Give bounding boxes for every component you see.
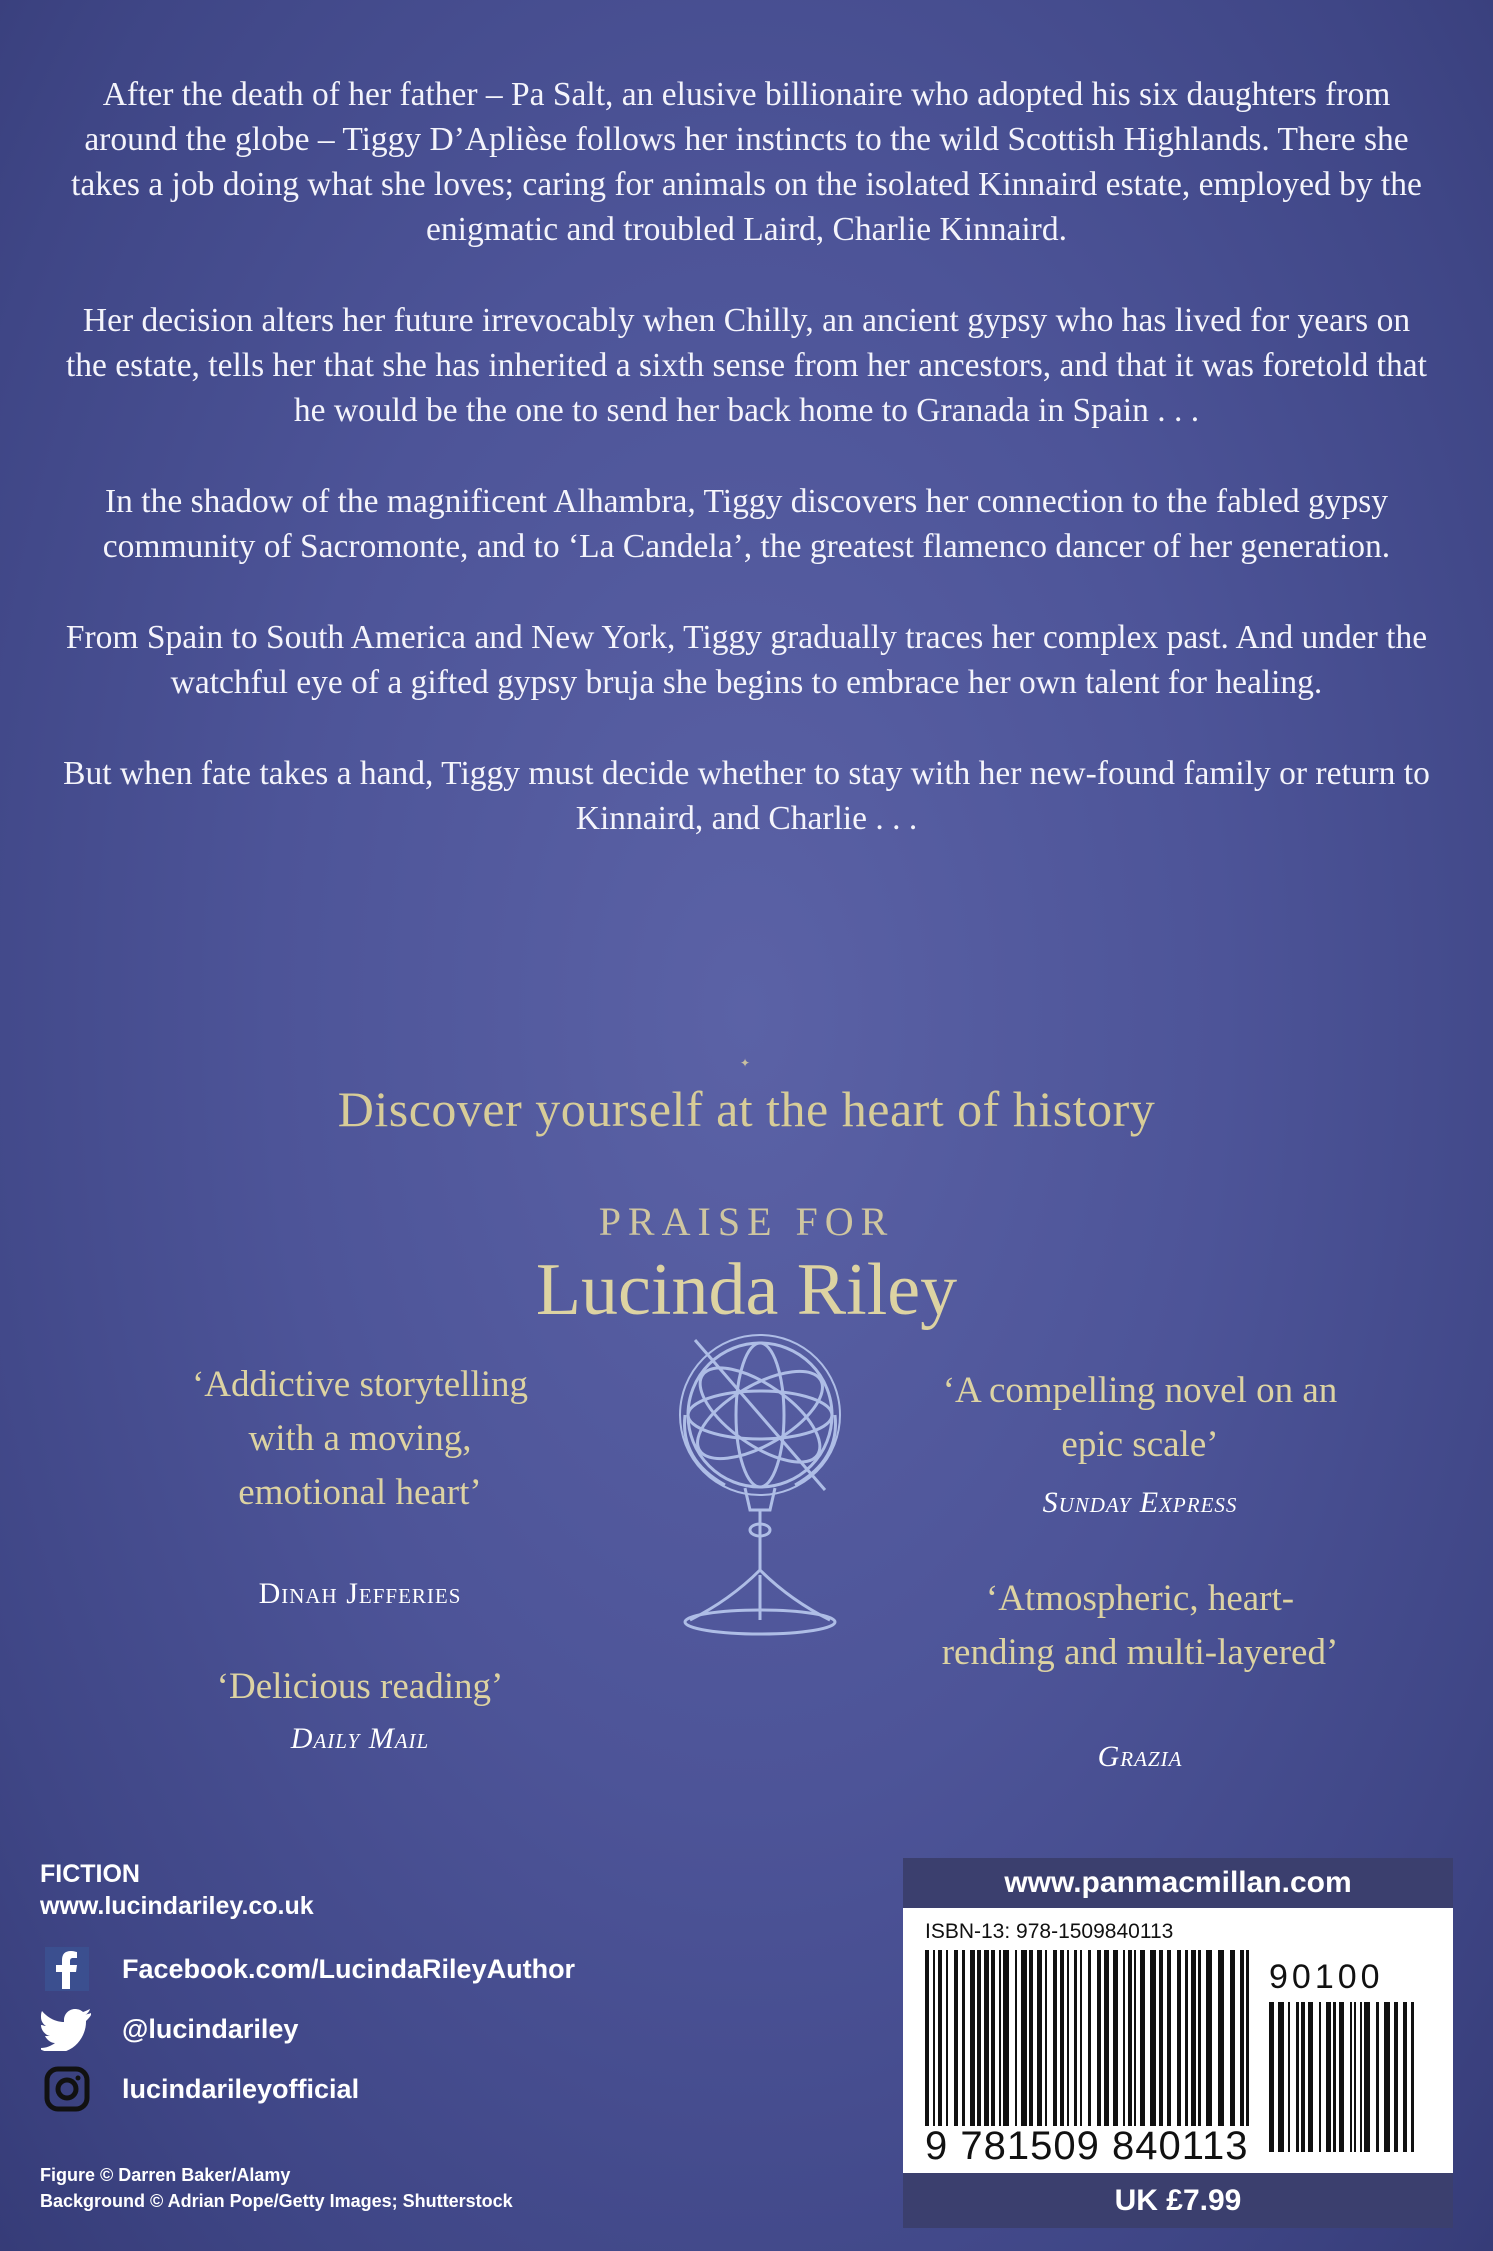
barcode-panel (903, 1858, 1453, 2228)
barcode-bar (1015, 1950, 1017, 2126)
barcode-bar (938, 1950, 942, 2126)
barcode-bar (1326, 2002, 1331, 2152)
quote-3-source: Sunday Express (1042, 1486, 1238, 1519)
barcode-bar (1003, 1950, 1009, 2126)
barcode-bar (1177, 1950, 1181, 2126)
quote-2: ‘Delicious reading’ (216, 1666, 504, 1707)
barcode-bar (984, 1950, 989, 2126)
barcode-bar (1185, 1950, 1188, 2126)
barcode-bar (1376, 2002, 1379, 2152)
barcode-bar (1123, 1950, 1125, 2126)
barcode-bar (1206, 1950, 1212, 2126)
price: UK £7.99 (903, 2173, 1453, 2228)
barcode-bar (1246, 1950, 1249, 2126)
barcode-bar (977, 1950, 981, 2126)
background-credit: Background © Adrian Pope/Getty Images; Shutterstock (40, 2191, 513, 2211)
barcode-bar (1191, 1950, 1196, 2126)
barcode-bar (991, 1950, 995, 2126)
addon-barcode-bars (1269, 2002, 1419, 2152)
barcode-bar (1134, 1950, 1136, 2126)
barcode-bar (1240, 1950, 1244, 2126)
barcode-area (903, 1908, 1453, 2173)
tagline: Discover yourself at the heart of history (337, 1081, 1156, 1137)
barcode-bar (999, 1950, 1001, 2126)
genre-label: FICTION (40, 1860, 140, 1888)
instagram-handle: lucindarileyofficial (122, 2073, 360, 2104)
barcode-bar (1088, 1950, 1091, 2126)
barcode-bar (1403, 2002, 1407, 2152)
barcode-bar (1067, 1950, 1069, 2126)
barcode-bar (1354, 2002, 1356, 2152)
barcode-bar (1097, 1950, 1101, 2126)
instagram-link[interactable] (40, 2062, 359, 2116)
barcode-bar (1278, 2002, 1284, 2152)
barcode-bar (954, 1950, 958, 2126)
quote-4: ‘Atmospheric, heart-rending and multi-layered’ (941, 1578, 1339, 1673)
barcode-bar (1198, 1950, 1201, 2126)
barcode-bar (1333, 2002, 1336, 2152)
quote-2-source: Daily Mail (290, 1722, 430, 1755)
twitter-icon (40, 2002, 94, 2056)
image-credits (40, 2162, 513, 2214)
blurb-paragraph-4: From Spain to South America and New York, Tiggy gradually traces her complex past. And under the watchful eye of a gifted gypsy bruja she begins to embrace her own talent for healing. (65, 619, 1428, 701)
blurb-paragraph-5: But when fate takes a hand, Tiggy must decide whether to stay with her new-found family or return to Kinnaird, and Charlie . . . (63, 755, 1430, 837)
quote-1: ‘Addictive storytelling with a moving, emotional heart’ (191, 1364, 529, 1513)
barcode-bar (1394, 2002, 1398, 2152)
twitter-handle: @lucindariley (122, 2013, 299, 2044)
barcode-bar (1045, 1950, 1047, 2126)
twitter-link[interactable] (40, 2002, 298, 2056)
barcode-bar (925, 1950, 929, 2126)
blurb (60, 72, 1433, 887)
barcode-bar (1384, 2002, 1390, 2152)
author-website[interactable]: www.lucindariley.co.uk (40, 1892, 314, 1920)
barcode-bar (1159, 1950, 1163, 2126)
isbn-number: 9 781509 840113 (925, 2124, 1249, 2168)
barcode-bar (1037, 1950, 1042, 2126)
blurb-paragraph-1: After the death of her father – Pa Salt, an elusive billionaire who adopted his six daughters from around the globe – Tiggy D’Aplièse follows her instincts to the wild Scottish Highlands. There she takes a job doing what she loves; caring for animals on the isolated Kinnaird estate, employed by the enigmatic and troubled Laird, Charlie Kinnaird. (71, 76, 1422, 248)
facebook-link[interactable] (40, 1942, 575, 1996)
barcode-bar (1104, 1950, 1109, 2126)
barcode-bar (1029, 1950, 1033, 2126)
barcode-bar (970, 1950, 975, 2126)
praise-heading: PRAISE FOR (598, 1199, 895, 1244)
barcode-bar (1128, 1950, 1132, 2126)
facebook-handle: Facebook.com/LucindaRileyAuthor (122, 1953, 576, 1984)
addon-code: 90100 (1269, 1958, 1384, 1996)
barcode-bar (1218, 1950, 1224, 2126)
isbn-label: ISBN-13: 978-1509840113 (925, 1920, 1174, 1943)
barcode-bar (1060, 1950, 1064, 2126)
barcode-bar (1167, 1950, 1171, 2126)
barcode-bar (1074, 1950, 1077, 2126)
barcode-bar (1350, 2002, 1352, 2152)
barcode-bar (1319, 2002, 1321, 2152)
blurb-paragraph-3: In the shadow of the magnificent Alhambra, Tiggy discovers her connection to the fabled gypsy community of Sacromonte, and to ‘La Candela’, the greatest flamenco dancer of her generation. (102, 483, 1391, 565)
barcode-bar (1360, 2002, 1362, 2152)
figure-credit: Figure © Darren Baker/Alamy (40, 2165, 291, 2185)
barcode-bar (1053, 1950, 1057, 2126)
quote-3: ‘A compelling novel on an epic scale’ (942, 1370, 1338, 1465)
author-name: Lucinda Riley (535, 1249, 958, 1331)
barcode-bar (1364, 2002, 1370, 2152)
barcode-bar (1230, 1950, 1235, 2126)
barcode-bar (1080, 1950, 1082, 2126)
barcode-bar (1269, 2002, 1274, 2152)
barcode-bar (1021, 1950, 1027, 2126)
armillary-sphere-icon (650, 1320, 870, 1650)
ornament-icon: ✦ (740, 1056, 751, 1070)
barcode-bar (1339, 2002, 1344, 2152)
barcode-bar (1140, 1950, 1145, 2126)
book-info (40, 1858, 314, 1922)
publisher-url[interactable]: www.panmacmillan.com (903, 1858, 1453, 1908)
barcode-bar (1301, 2002, 1305, 2152)
instagram-icon (40, 2062, 94, 2116)
barcode-bar (1288, 2002, 1290, 2152)
quote-4-source: Grazia (1097, 1740, 1183, 1773)
barcode-bars (925, 1950, 1255, 2126)
facebook-icon (40, 1942, 94, 1996)
barcode-bar (1411, 2002, 1414, 2152)
barcode-bar (1113, 1950, 1118, 2126)
barcode-bar (946, 1950, 948, 2126)
blurb-paragraph-2: Her decision alters her future irrevocably when Chilly, an ancient gypsy who has lived for years on the estate, tells her that she has inherited a sixth sense from her ancestors, and that it was foretold that he would be the one to send her back home to Granada in Spain . . . (66, 302, 1427, 429)
quote-1-source: Dinah Jefferies (258, 1577, 462, 1610)
barcode-bar (962, 1950, 965, 2126)
barcode-bar (1296, 2002, 1299, 2152)
barcode-bar (933, 1950, 935, 2126)
barcode-bar (1150, 1950, 1156, 2126)
barcode-bar (1308, 2002, 1313, 2152)
